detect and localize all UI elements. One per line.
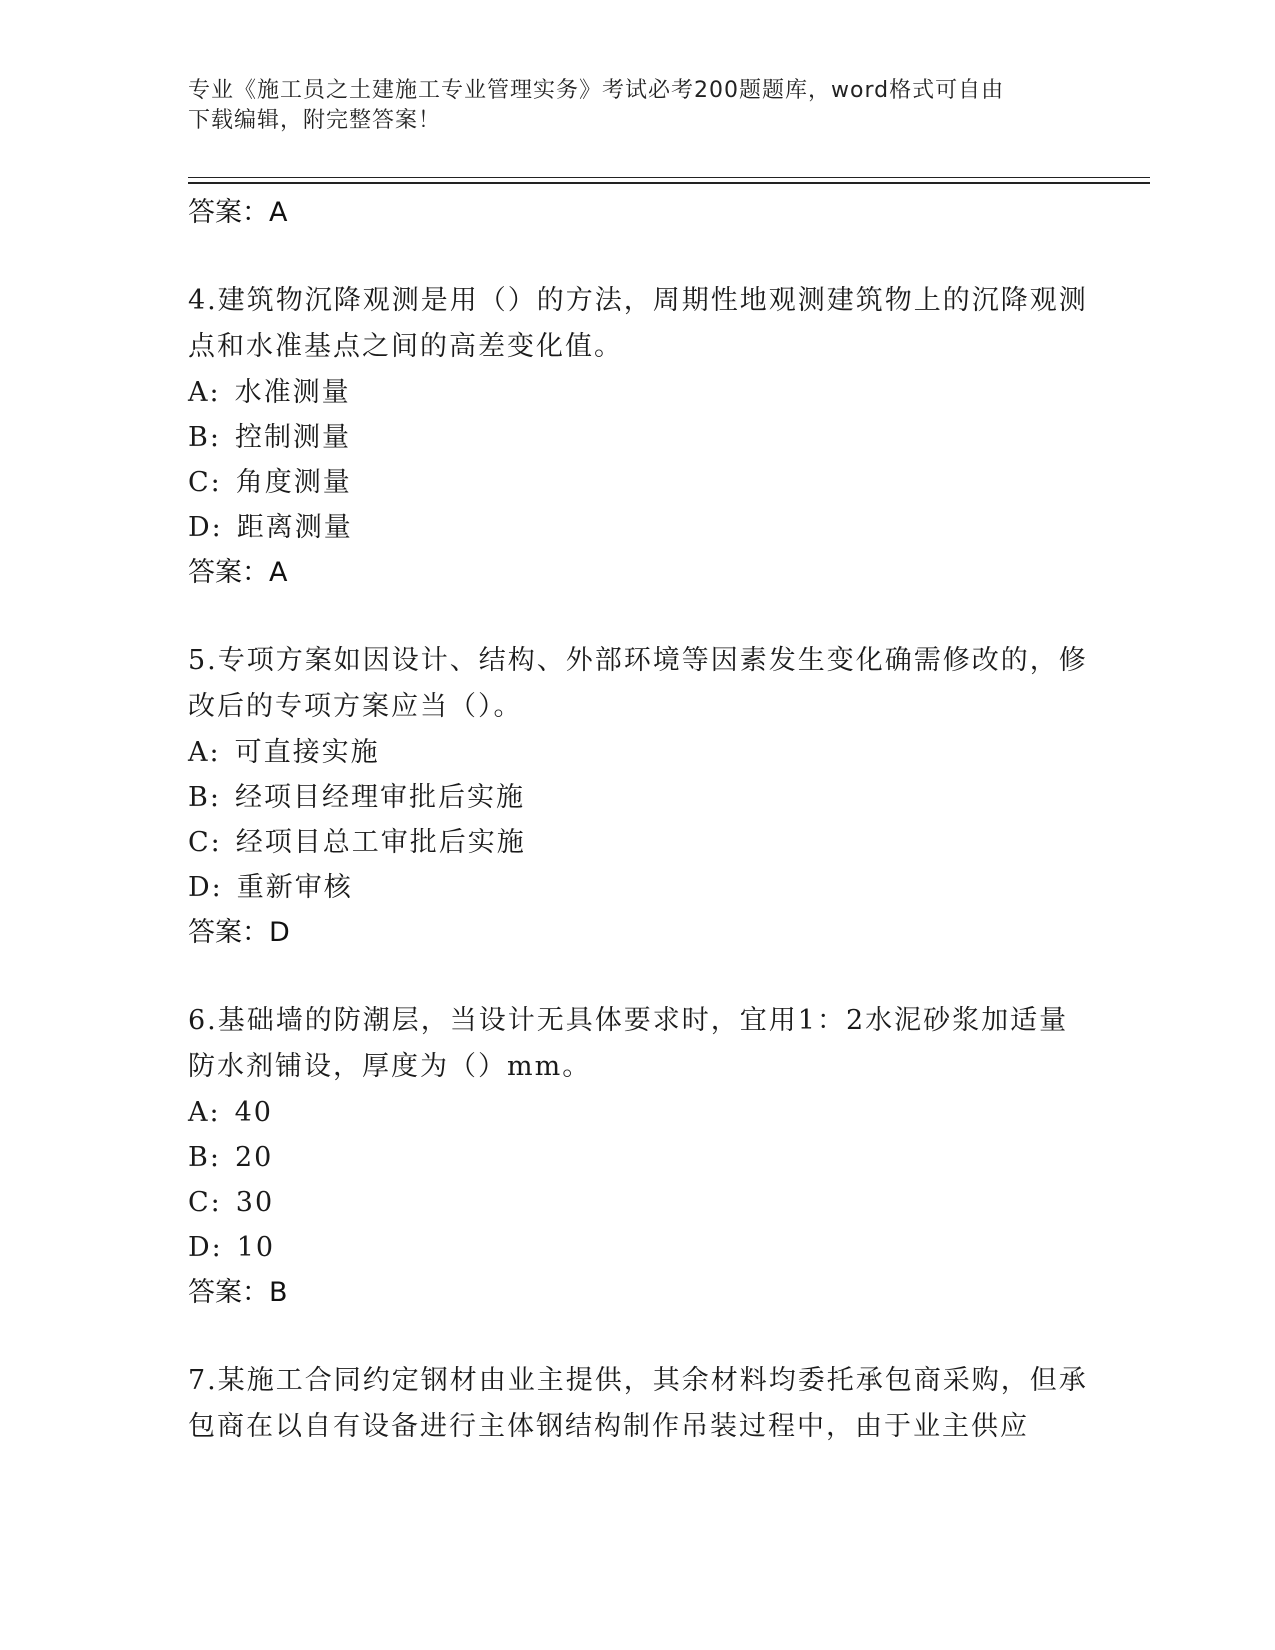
option-d bbox=[188, 865, 1088, 910]
option-text: 40 bbox=[234, 1097, 273, 1128]
option-b bbox=[188, 415, 1088, 460]
question-list bbox=[188, 190, 1088, 1450]
header-rule-thick bbox=[188, 182, 1150, 184]
option-a bbox=[188, 1090, 1088, 1135]
option-a bbox=[188, 370, 1088, 415]
option-text: 经项目经理审批后实施 bbox=[234, 782, 525, 813]
question-item bbox=[188, 998, 1088, 1316]
option-text: 经项目总工审批后实施 bbox=[235, 827, 526, 858]
option-key: A: bbox=[188, 1097, 221, 1128]
answer-line: 答案：D bbox=[188, 917, 290, 948]
option-text: 可直接实施 bbox=[234, 737, 380, 768]
option-b bbox=[188, 775, 1088, 820]
question-item bbox=[188, 638, 1088, 956]
option-text: 角度测量 bbox=[235, 467, 352, 498]
option-key: C: bbox=[188, 467, 222, 498]
answer-line: 答案：A bbox=[188, 197, 288, 228]
option-key: A: bbox=[188, 737, 221, 768]
document-header bbox=[188, 76, 1088, 136]
question-item bbox=[188, 1358, 1088, 1450]
question-stem: 5.专项方案如因设计、结构、外部环境等因素发生变化确需修改的，修改后的专项方案应当（）。 bbox=[188, 645, 1088, 722]
option-c bbox=[188, 1180, 1088, 1225]
option-key: B: bbox=[188, 422, 221, 453]
header-rule-thin bbox=[188, 177, 1150, 178]
option-b bbox=[188, 1135, 1088, 1180]
option-key: C: bbox=[188, 827, 222, 858]
answer-line: 答案：A bbox=[188, 557, 288, 588]
option-text: 30 bbox=[235, 1187, 275, 1218]
option-key: B: bbox=[188, 1142, 221, 1173]
question-stem: 7.某施工合同约定钢材由业主提供，其余材料均委托承包商采购，但承包商在以自有设备进行主体钢结构制作吊装过程中，由于业主供应 bbox=[188, 1365, 1088, 1442]
question-stem: 6.基础墙的防潮层，当设计无具体要求时，宜用1：2水泥砂浆加适量防水剂铺设，厚度为（）mm。 bbox=[188, 1005, 1069, 1082]
option-d bbox=[188, 505, 1088, 550]
option-d bbox=[188, 1225, 1088, 1270]
option-text: 20 bbox=[234, 1142, 274, 1173]
option-text: 水准测量 bbox=[234, 377, 351, 408]
option-key: A: bbox=[188, 377, 221, 408]
option-key: D: bbox=[188, 1232, 223, 1263]
option-key: D: bbox=[188, 512, 223, 543]
option-text: 距离测量 bbox=[236, 512, 353, 543]
header-title-line1: 专业《施工员之土建施工专业管理实务》考试必考200题题库，word格式可自由 bbox=[188, 78, 1005, 103]
option-key: D: bbox=[188, 872, 223, 903]
option-text: 重新审核 bbox=[236, 872, 353, 903]
option-c bbox=[188, 820, 1088, 865]
answer-line: 答案：B bbox=[188, 1277, 288, 1308]
option-text: 控制测量 bbox=[234, 422, 351, 453]
header-title-line2: 下载编辑，附完整答案！ bbox=[188, 108, 442, 133]
question-stem: 4.建筑物沉降观测是用（）的方法，周期性地观测建筑物上的沉降观测点和水准基点之间的高差变化值。 bbox=[188, 285, 1088, 362]
option-key: C: bbox=[188, 1187, 222, 1218]
option-c bbox=[188, 460, 1088, 505]
option-key: B: bbox=[188, 782, 221, 813]
question-item bbox=[188, 278, 1088, 596]
option-text: 10 bbox=[236, 1232, 276, 1263]
option-a bbox=[188, 730, 1088, 775]
